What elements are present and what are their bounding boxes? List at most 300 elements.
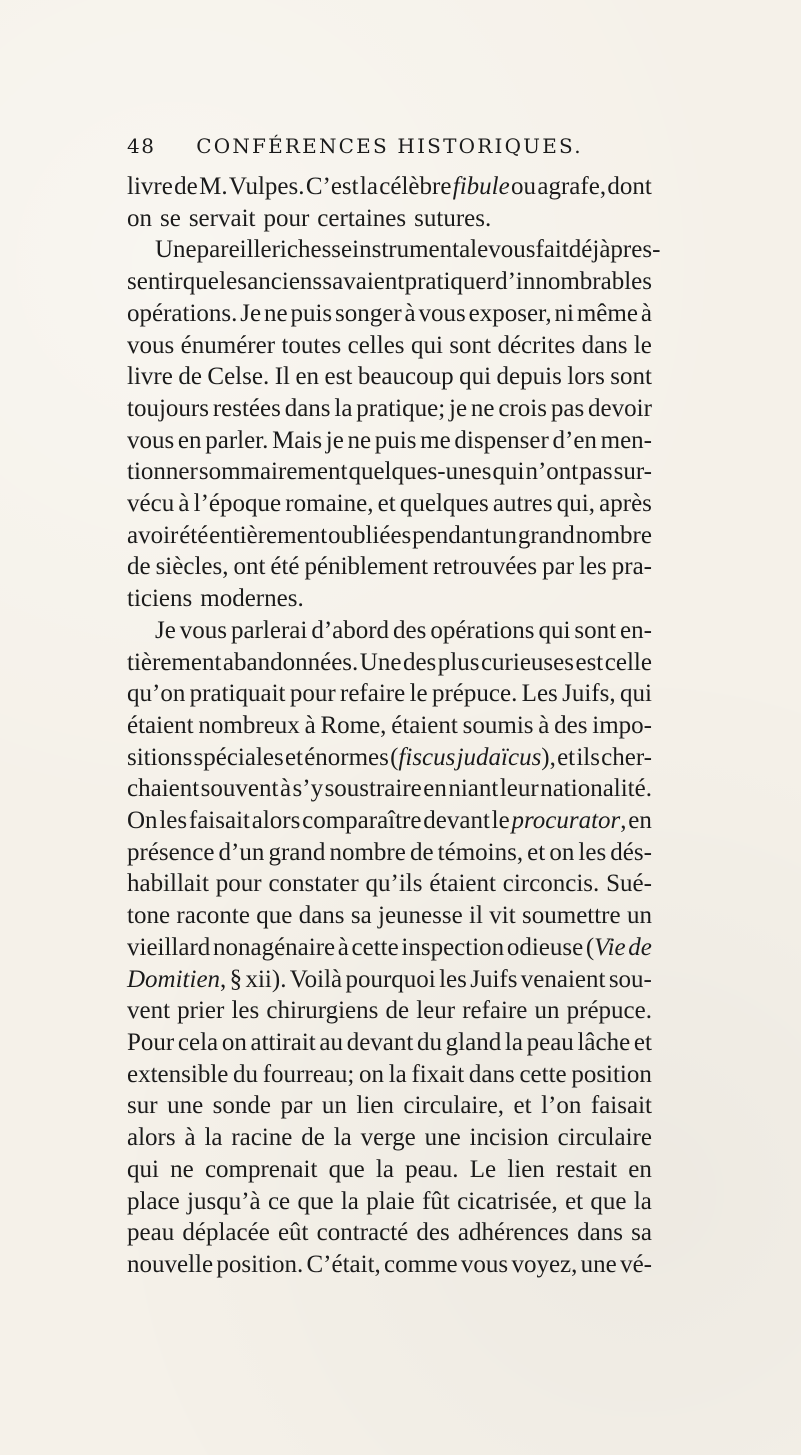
word: sur: [127, 1092, 158, 1120]
word: savaient: [322, 268, 405, 296]
text-line: [127, 330, 652, 362]
word: dont: [607, 173, 652, 200]
text-line: [127, 425, 652, 457]
word: faisait: [188, 807, 250, 835]
word: chirurgiens: [266, 997, 379, 1025]
word: la: [204, 1124, 223, 1152]
word: même: [576, 299, 638, 327]
word: siècles,: [155, 553, 229, 581]
word: anciens: [247, 268, 323, 296]
word: vous: [127, 331, 175, 359]
word: ni: [554, 299, 574, 327]
word: de: [301, 1124, 325, 1152]
word: des: [393, 616, 427, 644]
word: sou-: [608, 965, 652, 993]
word: Une: [359, 648, 402, 676]
word: cicatrisée,: [457, 1187, 558, 1215]
italic-text: procurator: [511, 807, 621, 835]
text-line: [127, 710, 652, 742]
word: judaïcus),: [456, 743, 556, 771]
text-line: [127, 773, 652, 805]
word: qui: [459, 363, 492, 391]
word: et: [377, 490, 396, 518]
word: entièrement: [209, 521, 328, 549]
word: circoncis.: [502, 870, 600, 898]
italic-text: de: [628, 933, 652, 961]
word: déjà: [568, 236, 611, 264]
word: incision: [469, 1124, 549, 1152]
word: Pour: [127, 1028, 175, 1056]
word: peau.: [405, 1155, 459, 1183]
word: position: [571, 1060, 652, 1088]
word: cela: [177, 1028, 219, 1056]
word: vous: [488, 236, 536, 264]
word: cette: [351, 933, 399, 961]
word: Juifs: [470, 965, 518, 993]
word: tionner: [127, 458, 198, 486]
word: comme: [384, 1250, 458, 1278]
word: sa: [631, 1219, 652, 1247]
text-line: [127, 1090, 652, 1122]
word: soumis: [462, 711, 534, 739]
text-line: [127, 805, 652, 837]
text-line: [127, 742, 652, 774]
word: jeunesse: [378, 902, 463, 930]
word: alors: [127, 1124, 176, 1152]
word: peau: [127, 1219, 175, 1247]
text-line: [127, 678, 652, 710]
word: pas: [579, 458, 613, 486]
word: voyez,: [511, 1250, 578, 1278]
word: pra-: [611, 553, 652, 581]
word: agrafe,: [537, 173, 607, 200]
word: leur: [416, 997, 456, 1025]
word: il: [469, 902, 483, 930]
text-line: [127, 1249, 652, 1281]
word: restées: [212, 394, 281, 422]
text-line: [127, 1186, 652, 1218]
word: la: [340, 1187, 359, 1215]
word: la: [359, 173, 378, 200]
word: ticiens: [127, 585, 193, 613]
text-line: [127, 868, 652, 900]
word: prier: [177, 997, 225, 1025]
word: opérations.: [127, 299, 238, 327]
word: xii).: [245, 965, 287, 993]
word: à: [640, 299, 652, 327]
word: des: [554, 711, 588, 739]
word: est: [324, 363, 353, 391]
word: celle: [604, 648, 652, 676]
word: par: [542, 553, 575, 581]
word: les: [219, 268, 247, 296]
word: tone: [127, 902, 171, 930]
word: et: [527, 838, 546, 866]
word: l’époque: [193, 490, 282, 518]
word: abandonnées.: [222, 648, 359, 676]
word: dispenser: [454, 426, 549, 454]
word: étaient: [127, 711, 194, 739]
word: Juifs,: [562, 680, 616, 708]
word: comparaître: [302, 807, 422, 835]
word: après: [599, 490, 652, 518]
word: Celse.: [207, 363, 270, 391]
word: on: [549, 838, 575, 866]
word: grand: [268, 838, 326, 866]
word: pres-: [610, 236, 661, 264]
word: et: [633, 1028, 652, 1056]
word: M.: [199, 173, 228, 200]
page-header: [127, 134, 652, 162]
word: la: [375, 1155, 394, 1183]
word: se: [160, 204, 181, 232]
word: de: [127, 553, 151, 581]
word: nombreux: [198, 711, 300, 739]
text-line: [127, 932, 652, 964]
word: les: [579, 553, 607, 581]
word: par: [280, 1092, 313, 1120]
word: un: [534, 997, 560, 1025]
word: pour: [289, 680, 336, 708]
text-line: [127, 837, 652, 869]
word: Une: [155, 236, 197, 264]
word: de: [385, 997, 410, 1025]
word: comprenait: [204, 1155, 318, 1183]
word: des: [416, 1219, 450, 1247]
word: me: [420, 426, 451, 454]
word: à: [337, 933, 349, 961]
word: richesse: [271, 236, 353, 264]
word: nombre: [575, 521, 652, 549]
running-head: CONFÉRENCES HISTORIQUES.: [196, 134, 583, 158]
word: (fiscus: [390, 743, 456, 771]
word: livre: [127, 173, 173, 200]
word: été: [270, 553, 300, 581]
word: dans: [468, 1060, 515, 1088]
word: Rome,: [320, 711, 387, 739]
word: soustraire: [324, 775, 422, 803]
word: Le: [469, 1155, 497, 1183]
word: plaie: [366, 1187, 415, 1215]
word: les: [231, 997, 260, 1025]
text-line: [127, 551, 652, 583]
text-line: [127, 900, 652, 932]
word: que: [182, 268, 219, 296]
word: parlerai: [231, 616, 308, 644]
word: toujours: [127, 394, 209, 422]
word: la: [334, 394, 353, 422]
word: vous: [179, 616, 228, 644]
word: Je: [155, 616, 176, 644]
word: circulaire: [557, 1124, 652, 1152]
word: au: [319, 1028, 344, 1056]
word: place: [127, 1187, 180, 1215]
word: étaient: [429, 870, 496, 898]
word: en: [295, 363, 320, 391]
word: en: [177, 426, 202, 454]
word: de: [174, 173, 198, 200]
word: en-: [620, 616, 652, 644]
word: sonde: [212, 1092, 271, 1120]
word: célèbre: [379, 173, 452, 200]
word: leur: [499, 775, 539, 803]
word: est: [575, 648, 604, 676]
word: présence: [127, 838, 215, 866]
word: s’y: [292, 775, 324, 803]
word: extensible: [127, 1060, 229, 1088]
word: procurator,: [511, 807, 627, 835]
word: la: [633, 1187, 652, 1215]
word: on: [221, 1028, 247, 1056]
word: [628, 932, 652, 964]
word: lien: [356, 1092, 394, 1120]
word: puis: [290, 299, 333, 327]
word: racine: [231, 1124, 293, 1152]
word: vous: [418, 299, 466, 327]
word: de: [178, 363, 202, 391]
word: spéciales: [193, 743, 284, 771]
word: verge: [360, 1124, 416, 1152]
word: peau: [526, 1028, 574, 1056]
word: sa: [350, 902, 372, 930]
word: devant: [423, 807, 490, 835]
word: toutes: [281, 331, 342, 359]
word: Vulpes.: [228, 173, 305, 200]
word: n’ont: [525, 458, 579, 486]
word: refaire: [340, 680, 406, 708]
word: et: [513, 1092, 532, 1120]
word: pratiquait: [189, 680, 286, 708]
word: le: [633, 331, 652, 359]
word: pendant: [412, 521, 492, 549]
word: faisait: [590, 1092, 652, 1120]
word: qu’ils: [365, 870, 423, 898]
word: dés-: [610, 838, 652, 866]
word: ont: [233, 553, 266, 581]
word: modernes.: [200, 585, 304, 613]
word: on: [359, 1060, 385, 1088]
word: vit: [489, 902, 516, 930]
word: jusqu’à: [187, 1187, 261, 1215]
italic-text: fiscus: [398, 743, 456, 771]
word: chaient: [127, 775, 200, 803]
word: un: [492, 521, 518, 549]
word: d’innombrables: [495, 268, 652, 296]
word: vous: [460, 1250, 509, 1278]
word: des: [402, 648, 437, 676]
text-line: [127, 456, 652, 488]
word: nonagénaire: [212, 933, 336, 961]
word: sont: [610, 363, 652, 391]
word: une: [580, 1250, 617, 1278]
word: parler.: [205, 426, 269, 454]
word: Mais: [272, 426, 323, 454]
word: je: [449, 394, 468, 422]
word: les: [439, 965, 467, 993]
word: fixait: [411, 1060, 465, 1088]
word: songer: [335, 299, 402, 327]
text-line: [127, 266, 652, 298]
word: vé-: [620, 1250, 652, 1278]
word: constater: [268, 870, 359, 898]
word: d’un: [218, 838, 265, 866]
word: Les: [521, 680, 558, 708]
word: ils: [576, 743, 600, 771]
word: pratiquer: [404, 268, 495, 296]
word: exposer,: [468, 299, 552, 327]
word: lien: [507, 1155, 545, 1183]
text-line: [127, 1027, 652, 1059]
word: instrumentale: [352, 236, 489, 264]
word: à: [538, 711, 550, 739]
word: sitions: [127, 743, 193, 771]
word: pareille: [196, 236, 272, 264]
word: dans: [577, 1219, 623, 1247]
word: Voilà: [289, 965, 343, 993]
word: On: [127, 807, 158, 835]
word: men-: [600, 426, 652, 454]
word: cher-: [601, 743, 652, 771]
word: [453, 171, 510, 203]
italic-text: Domitien: [127, 965, 221, 993]
text-line: [127, 647, 652, 679]
word: souvent: [200, 775, 279, 803]
word: ne: [170, 1155, 194, 1183]
word: vent: [127, 997, 171, 1025]
word: C’était,: [306, 1250, 381, 1278]
word: en: [423, 775, 447, 803]
word: d’en: [552, 426, 597, 454]
word: soumettre: [522, 902, 621, 930]
word: C’est: [305, 173, 359, 200]
word: la: [388, 1060, 407, 1088]
word: et: [557, 743, 576, 771]
word: devant: [346, 1028, 414, 1056]
word: énormes: [304, 743, 389, 771]
word: à: [304, 711, 316, 739]
word: qui: [410, 331, 443, 359]
word: que: [328, 1155, 365, 1183]
text-line: [127, 234, 661, 266]
word: devoir: [588, 394, 652, 422]
word: retrouvées: [433, 553, 538, 581]
word: Sué-: [606, 870, 652, 898]
text-line: [127, 520, 652, 552]
word: alors: [251, 807, 301, 835]
word: tièrement: [127, 648, 222, 676]
word: un: [321, 1092, 347, 1120]
word: raconte: [176, 902, 250, 930]
word: celles: [347, 331, 405, 359]
text-line: [127, 488, 652, 520]
text-line: [127, 203, 652, 235]
word: (Vie: [585, 933, 626, 961]
word: étaient: [391, 711, 458, 739]
word: nationalité.: [540, 775, 652, 803]
text-line: [127, 995, 652, 1027]
italic-text: judaïcus: [456, 743, 542, 771]
word: niant: [448, 775, 499, 803]
word: crois: [498, 394, 547, 422]
word: gland: [445, 1028, 502, 1056]
word: ne: [470, 394, 495, 422]
word: pourquoi: [345, 965, 436, 993]
word: ne: [263, 299, 288, 327]
word: que: [590, 1187, 627, 1215]
word: à: [404, 299, 416, 327]
word: circulaire,: [403, 1092, 505, 1120]
word: fût: [422, 1187, 450, 1215]
word: restait: [556, 1155, 618, 1183]
word: témoins,: [437, 838, 524, 866]
word: qui: [127, 1155, 159, 1183]
word: les: [578, 838, 607, 866]
word: et: [284, 743, 303, 771]
word: adhérences: [457, 1219, 569, 1247]
word: romaine,: [285, 490, 374, 518]
word: eût: [277, 1219, 309, 1247]
word: avoir: [127, 521, 179, 549]
word: que: [256, 902, 293, 930]
word: qu’on: [127, 680, 186, 708]
word: sont: [574, 616, 617, 644]
word: énumérer: [180, 331, 276, 359]
word: ce: [267, 1187, 291, 1215]
text-line: [127, 583, 652, 615]
text-line: [127, 1059, 652, 1091]
word: vécu: [127, 490, 175, 518]
word: livre: [127, 363, 173, 391]
word: venaient: [520, 965, 606, 993]
word: contracté: [316, 1219, 409, 1247]
word: déplacée: [182, 1219, 270, 1247]
word: Il: [274, 363, 290, 391]
word: péniblement: [304, 553, 429, 581]
word: autres: [492, 490, 553, 518]
word: pour: [215, 870, 262, 898]
text-line: [127, 1122, 652, 1154]
word: ou: [511, 173, 537, 200]
word: servait: [188, 204, 256, 232]
text-line: [127, 1154, 652, 1186]
text-line: [127, 361, 652, 393]
text-line: [127, 615, 652, 647]
word: opérations: [430, 616, 535, 644]
word: lâche: [577, 1028, 631, 1056]
word: Domitien,: [127, 965, 227, 993]
word: qui: [492, 458, 525, 486]
word: la: [333, 1124, 352, 1152]
word: nombre: [329, 838, 406, 866]
word: grand: [517, 521, 575, 549]
word: Je: [240, 299, 262, 327]
italic-text: fibule: [452, 173, 510, 200]
word: position.: [216, 1250, 304, 1278]
word: en: [628, 807, 652, 835]
word: la: [504, 1028, 523, 1056]
text-line: [127, 964, 652, 996]
word: lors: [567, 363, 605, 391]
word: fait: [535, 236, 569, 264]
word: prépuce.: [431, 680, 518, 708]
word: fourreau;: [262, 1060, 355, 1088]
word: sutures.: [414, 204, 492, 232]
word: dans: [581, 331, 628, 359]
word: quelques: [399, 490, 489, 518]
text-line: [127, 171, 652, 203]
word: beaucoup: [357, 363, 454, 391]
word: sur-: [613, 458, 652, 486]
